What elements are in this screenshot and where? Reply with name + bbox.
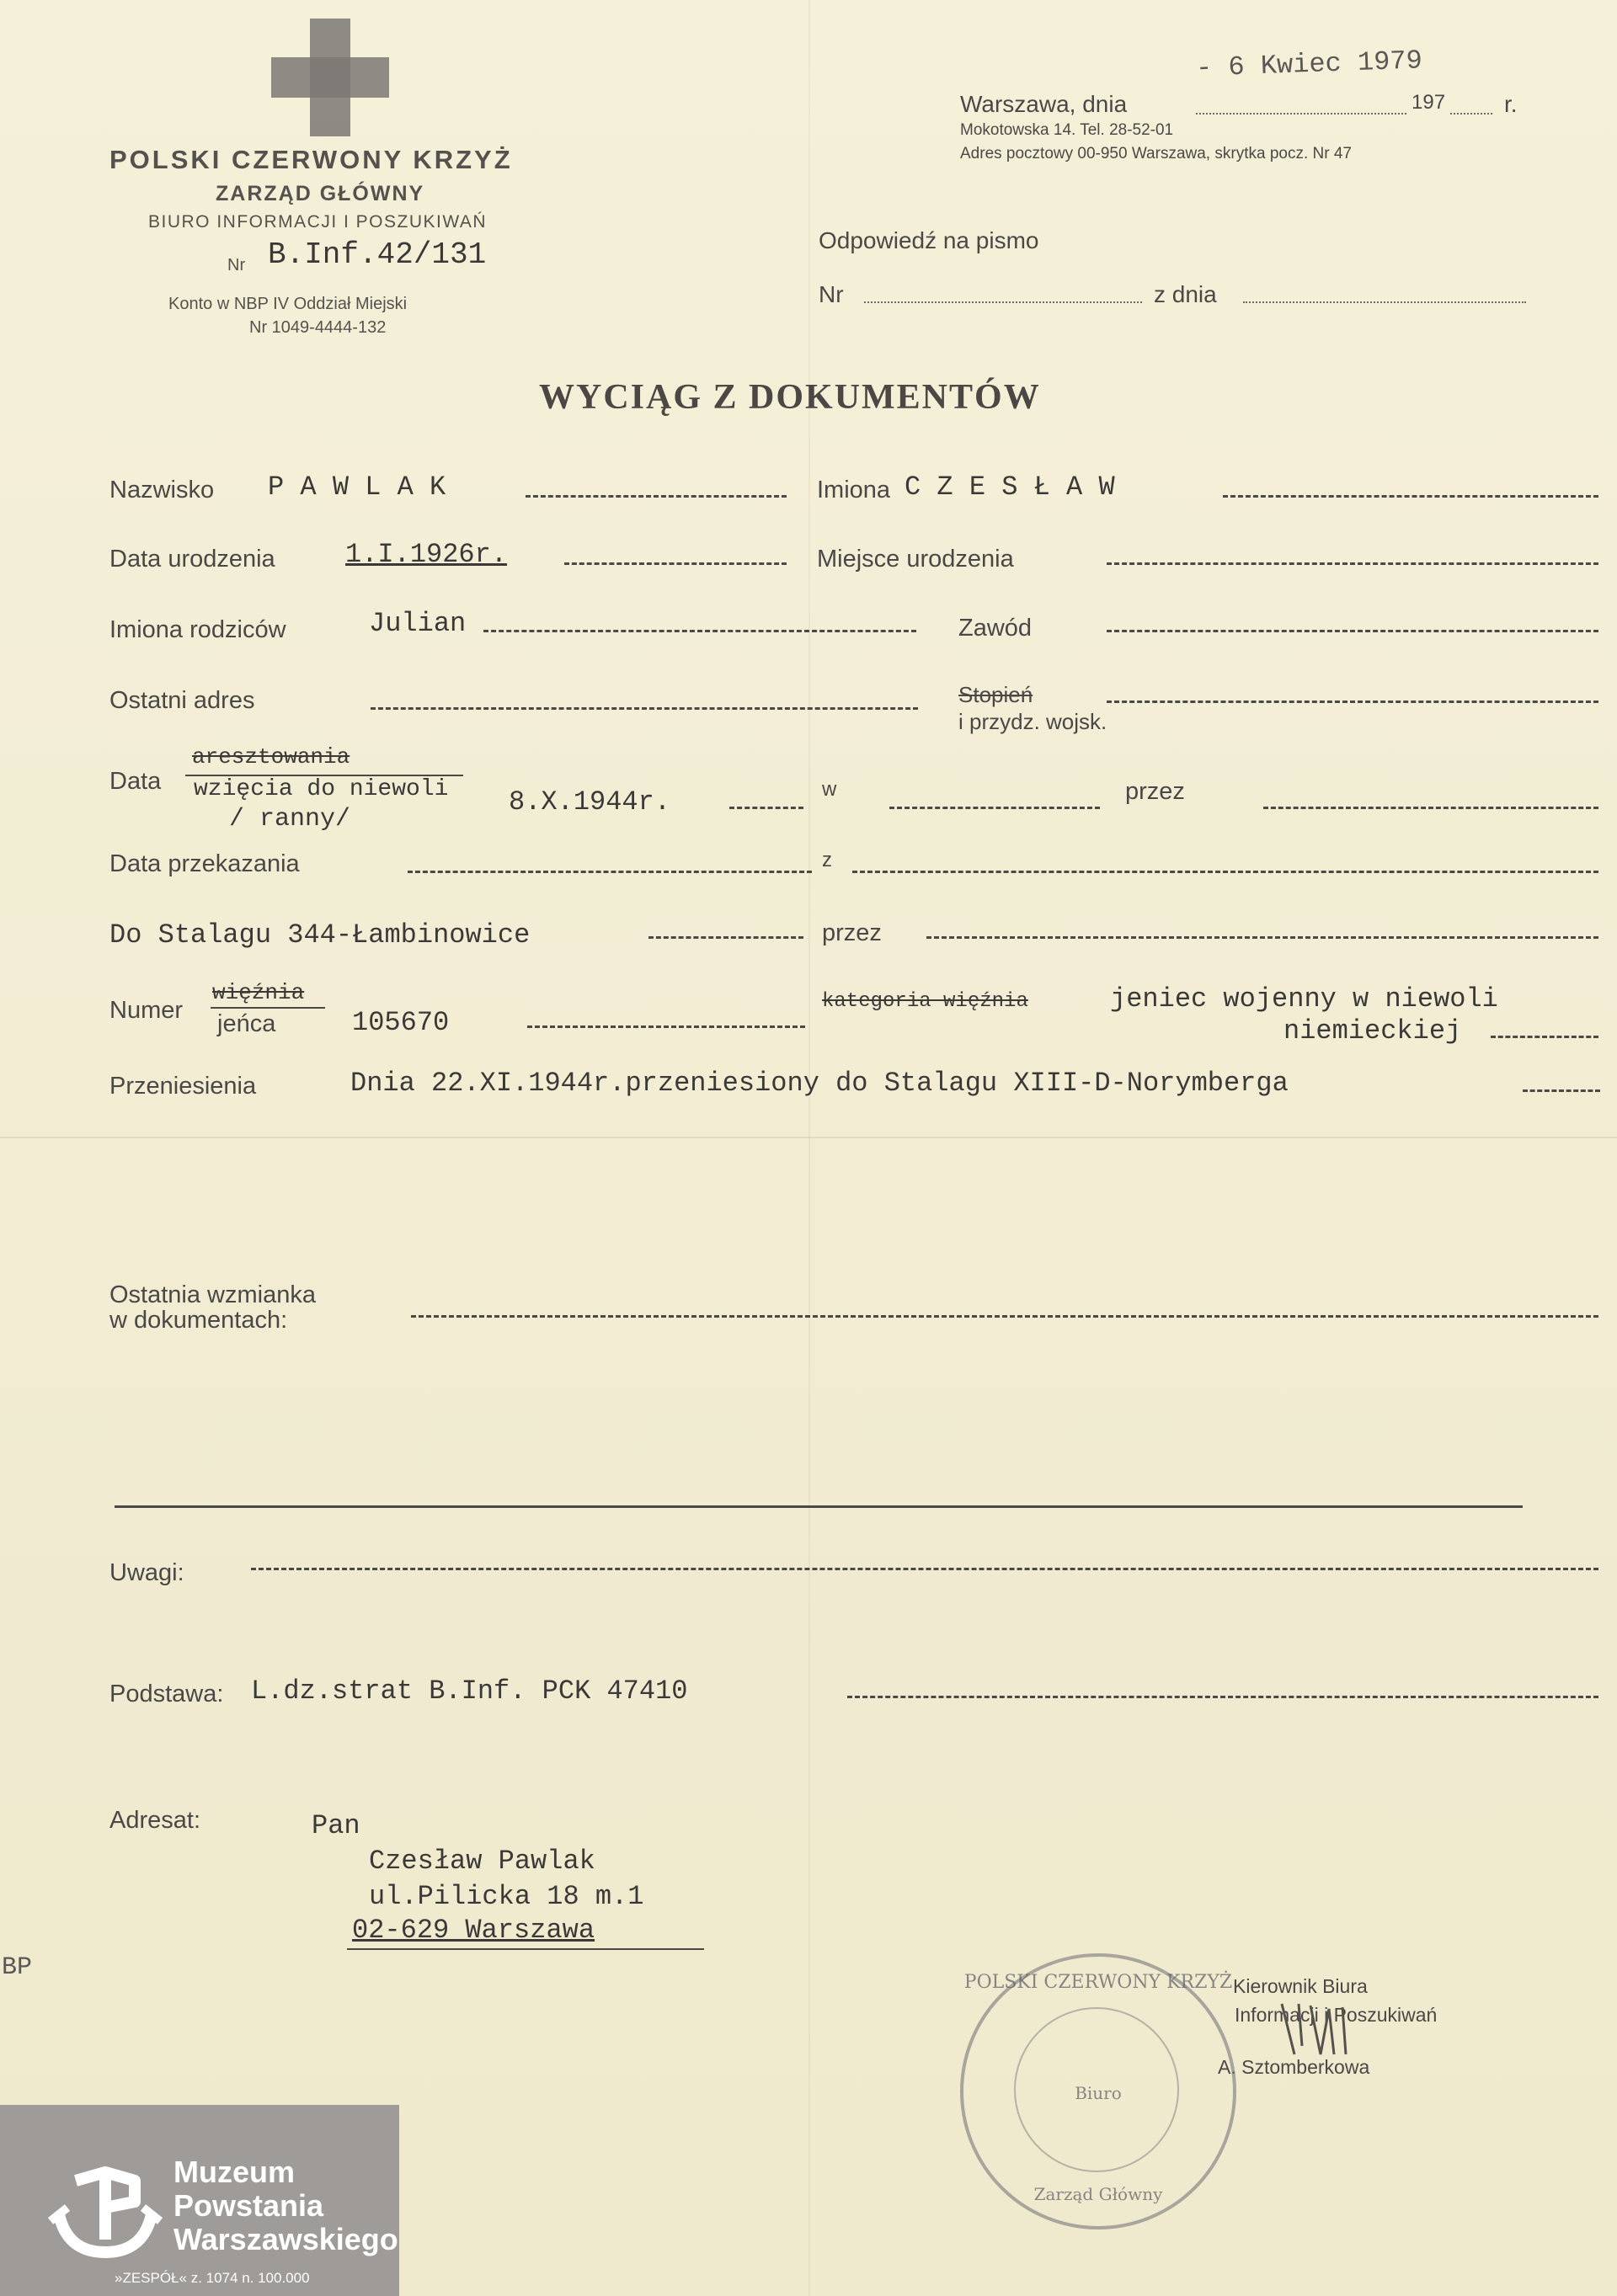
- transfer-date-label: Data przekazania: [109, 850, 300, 877]
- occupation-dash-line: [1107, 630, 1598, 632]
- last-mention-label-2: w dokumentach:: [109, 1307, 288, 1334]
- last-address-dash-line: [371, 707, 918, 710]
- museum-name-line-2: Powstania: [173, 2188, 324, 2223]
- reply-date-dotted-line: [1243, 301, 1526, 303]
- postal-address: Adres pocztowy 00-950 Warszawa, skrytka pocz. Nr 47: [960, 145, 1352, 162]
- capture-label: wzięcia do niewoli: [194, 776, 449, 802]
- signature-name: A. Sztomberkowa: [1218, 2056, 1370, 2078]
- parents-value: Julian: [369, 608, 467, 639]
- surname-label: Nazwisko: [109, 477, 215, 503]
- birth-date-value: 1.I.1926r.: [345, 539, 508, 570]
- red-cross-logo-icon: [271, 19, 389, 136]
- fold-line-vertical: [808, 0, 810, 2296]
- category-value-line-1: jeniec wojenny w niewoli: [1110, 983, 1498, 1015]
- surname-dash-line: [526, 495, 787, 498]
- addressee-title: Pan: [312, 1810, 360, 1841]
- transfers-dash-line: [1523, 1089, 1600, 1092]
- birth-place-dash-line: [1107, 562, 1598, 565]
- section-separator-line: [115, 1505, 1523, 1508]
- official-round-stamp-icon: POLSKI CZERWONY KRZYŻ Biuro Zarząd Główny: [960, 1953, 1236, 2229]
- arrest-label-struck: aresztowania: [192, 744, 350, 770]
- capture-date-value: 8.X.1944r.: [509, 786, 671, 818]
- address-line: Mokotowska 14. Tel. 28-52-01: [960, 121, 1174, 139]
- transfer-from-dash-line: [852, 871, 1598, 873]
- basis-dash-line: [847, 1696, 1598, 1698]
- stalag-via-label: przez: [822, 919, 882, 946]
- ref-prefix: Nr: [227, 256, 246, 274]
- surname-value: P A W L A K: [268, 471, 446, 503]
- document-title: WYCIĄG Z DOKUMENTÓW: [539, 378, 1041, 417]
- category-label-struck: kategoria więźnia: [822, 990, 1028, 1013]
- capture-in-label: w: [822, 778, 837, 801]
- addressee-underline: [347, 1948, 704, 1950]
- museum-name-line-1: Muzeum: [173, 2155, 295, 2189]
- addressee-label: Adresat:: [109, 1807, 200, 1834]
- date-stamp: - 6 Kwiec 1979: [1195, 45, 1423, 84]
- birth-date-label: Data urodzenia: [109, 546, 275, 573]
- capture-by-dash-line: [1263, 807, 1598, 809]
- last-mention-dash-line: [411, 1315, 1598, 1318]
- print-note: »ZESPÓŁ« z. 1074 n. 100.000: [115, 2270, 310, 2286]
- reply-label: Odpowiedź na pismo: [819, 227, 1039, 253]
- reply-nr-dotted-line: [864, 301, 1142, 303]
- transfers-label: Przeniesienia: [109, 1073, 257, 1100]
- last-mention-label-1: Ostatnia wzmianka: [109, 1281, 316, 1308]
- remarks-label: Uwagi:: [109, 1559, 184, 1586]
- parents-label: Imiona rodziców: [109, 616, 286, 643]
- stalag-dash-line: [648, 936, 803, 939]
- parents-dash-line: [483, 630, 916, 632]
- addressee-name: Czesław Pawlak: [369, 1846, 595, 1877]
- capture-date-dash-line: [729, 807, 803, 809]
- occupation-label: Zawód: [958, 615, 1033, 642]
- given-names-label: Imiona: [817, 477, 891, 503]
- transfers-value: Dnia 22.XI.1944r.przeniesiony do Stalagu XIII-D-Norymberga: [350, 1068, 1289, 1099]
- capture-by-label: przez: [1125, 778, 1185, 805]
- account-line-2: Nr 1049-4444-132: [249, 318, 387, 337]
- reference-number: B.Inf.42/131: [268, 237, 487, 272]
- signature-role-1: Kierownik Biura: [1233, 1975, 1368, 1997]
- date-label: Data: [109, 768, 162, 795]
- given-names-dash-line: [1223, 495, 1598, 498]
- pow-label: jeńca: [217, 1010, 276, 1037]
- board-name: ZARZĄD GŁÓWNY: [216, 182, 425, 205]
- reply-nr-label: Nr: [819, 281, 844, 307]
- remarks-dash-line: [251, 1568, 1598, 1570]
- date-dotted-line: [1196, 113, 1406, 115]
- basis-value: L.dz.strat B.Inf. PCK 47410: [251, 1675, 688, 1707]
- wounded-label: / ranny/: [229, 805, 351, 834]
- year-suffix: r.: [1504, 91, 1518, 117]
- kotwica-logo-icon: [42, 2155, 168, 2265]
- number-label: Numer: [109, 997, 184, 1024]
- category-dash-line: [1491, 1036, 1598, 1038]
- basis-label: Podstawa:: [109, 1681, 224, 1707]
- category-value-line-2: niemieckiej: [1283, 1015, 1462, 1047]
- stalag-value: Do Stalagu 344-Łambinowice: [109, 919, 531, 951]
- prisoner-label-struck: więźnia: [212, 980, 305, 1005]
- transfer-from-label: z: [822, 849, 832, 871]
- pow-number-dash-line: [527, 1025, 805, 1028]
- city-date-label: Warszawa, dnia: [960, 91, 1128, 117]
- transfer-date-dash-line: [408, 871, 812, 873]
- reply-date-label: z dnia: [1154, 281, 1217, 307]
- organization-name: POLSKI CZERWONY KRZYŻ: [109, 145, 513, 174]
- account-line-1: Konto w NBP IV Oddział Miejski: [168, 295, 408, 313]
- signature-role-2: Informacji i Poszukiwań: [1235, 2004, 1438, 2026]
- addressee-city: 02-629 Warszawa: [352, 1915, 595, 1946]
- year-prefix: 197: [1412, 91, 1446, 114]
- rank-label: Stopień: [958, 682, 1033, 707]
- rank-dash-line: [1107, 701, 1598, 703]
- capture-place-dash-line: [889, 807, 1100, 809]
- last-address-label: Ostatni adres: [109, 687, 255, 714]
- museum-name-line-3: Warszawskiego: [173, 2222, 398, 2256]
- left-margin-code: BP: [2, 1953, 33, 1982]
- rank-assignment-label: i przydz. wojsk.: [958, 709, 1107, 734]
- handwritten-signature-icon: [1273, 1995, 1374, 2063]
- number-type-underline: [211, 1007, 325, 1009]
- stalag-via-dash-line: [926, 936, 1598, 939]
- pow-number-value: 105670: [352, 1007, 450, 1038]
- bureau-name: BIURO INFORMACJI I POSZUKIWAŃ: [148, 212, 488, 232]
- birth-place-label: Miejsce urodzenia: [817, 546, 1014, 573]
- year-dotted-line: [1450, 113, 1492, 115]
- given-names-value: C Z E S Ł A W: [905, 471, 1115, 503]
- addressee-street: ul.Pilicka 18 m.1: [369, 1881, 644, 1912]
- birth-date-dash-line: [564, 562, 787, 565]
